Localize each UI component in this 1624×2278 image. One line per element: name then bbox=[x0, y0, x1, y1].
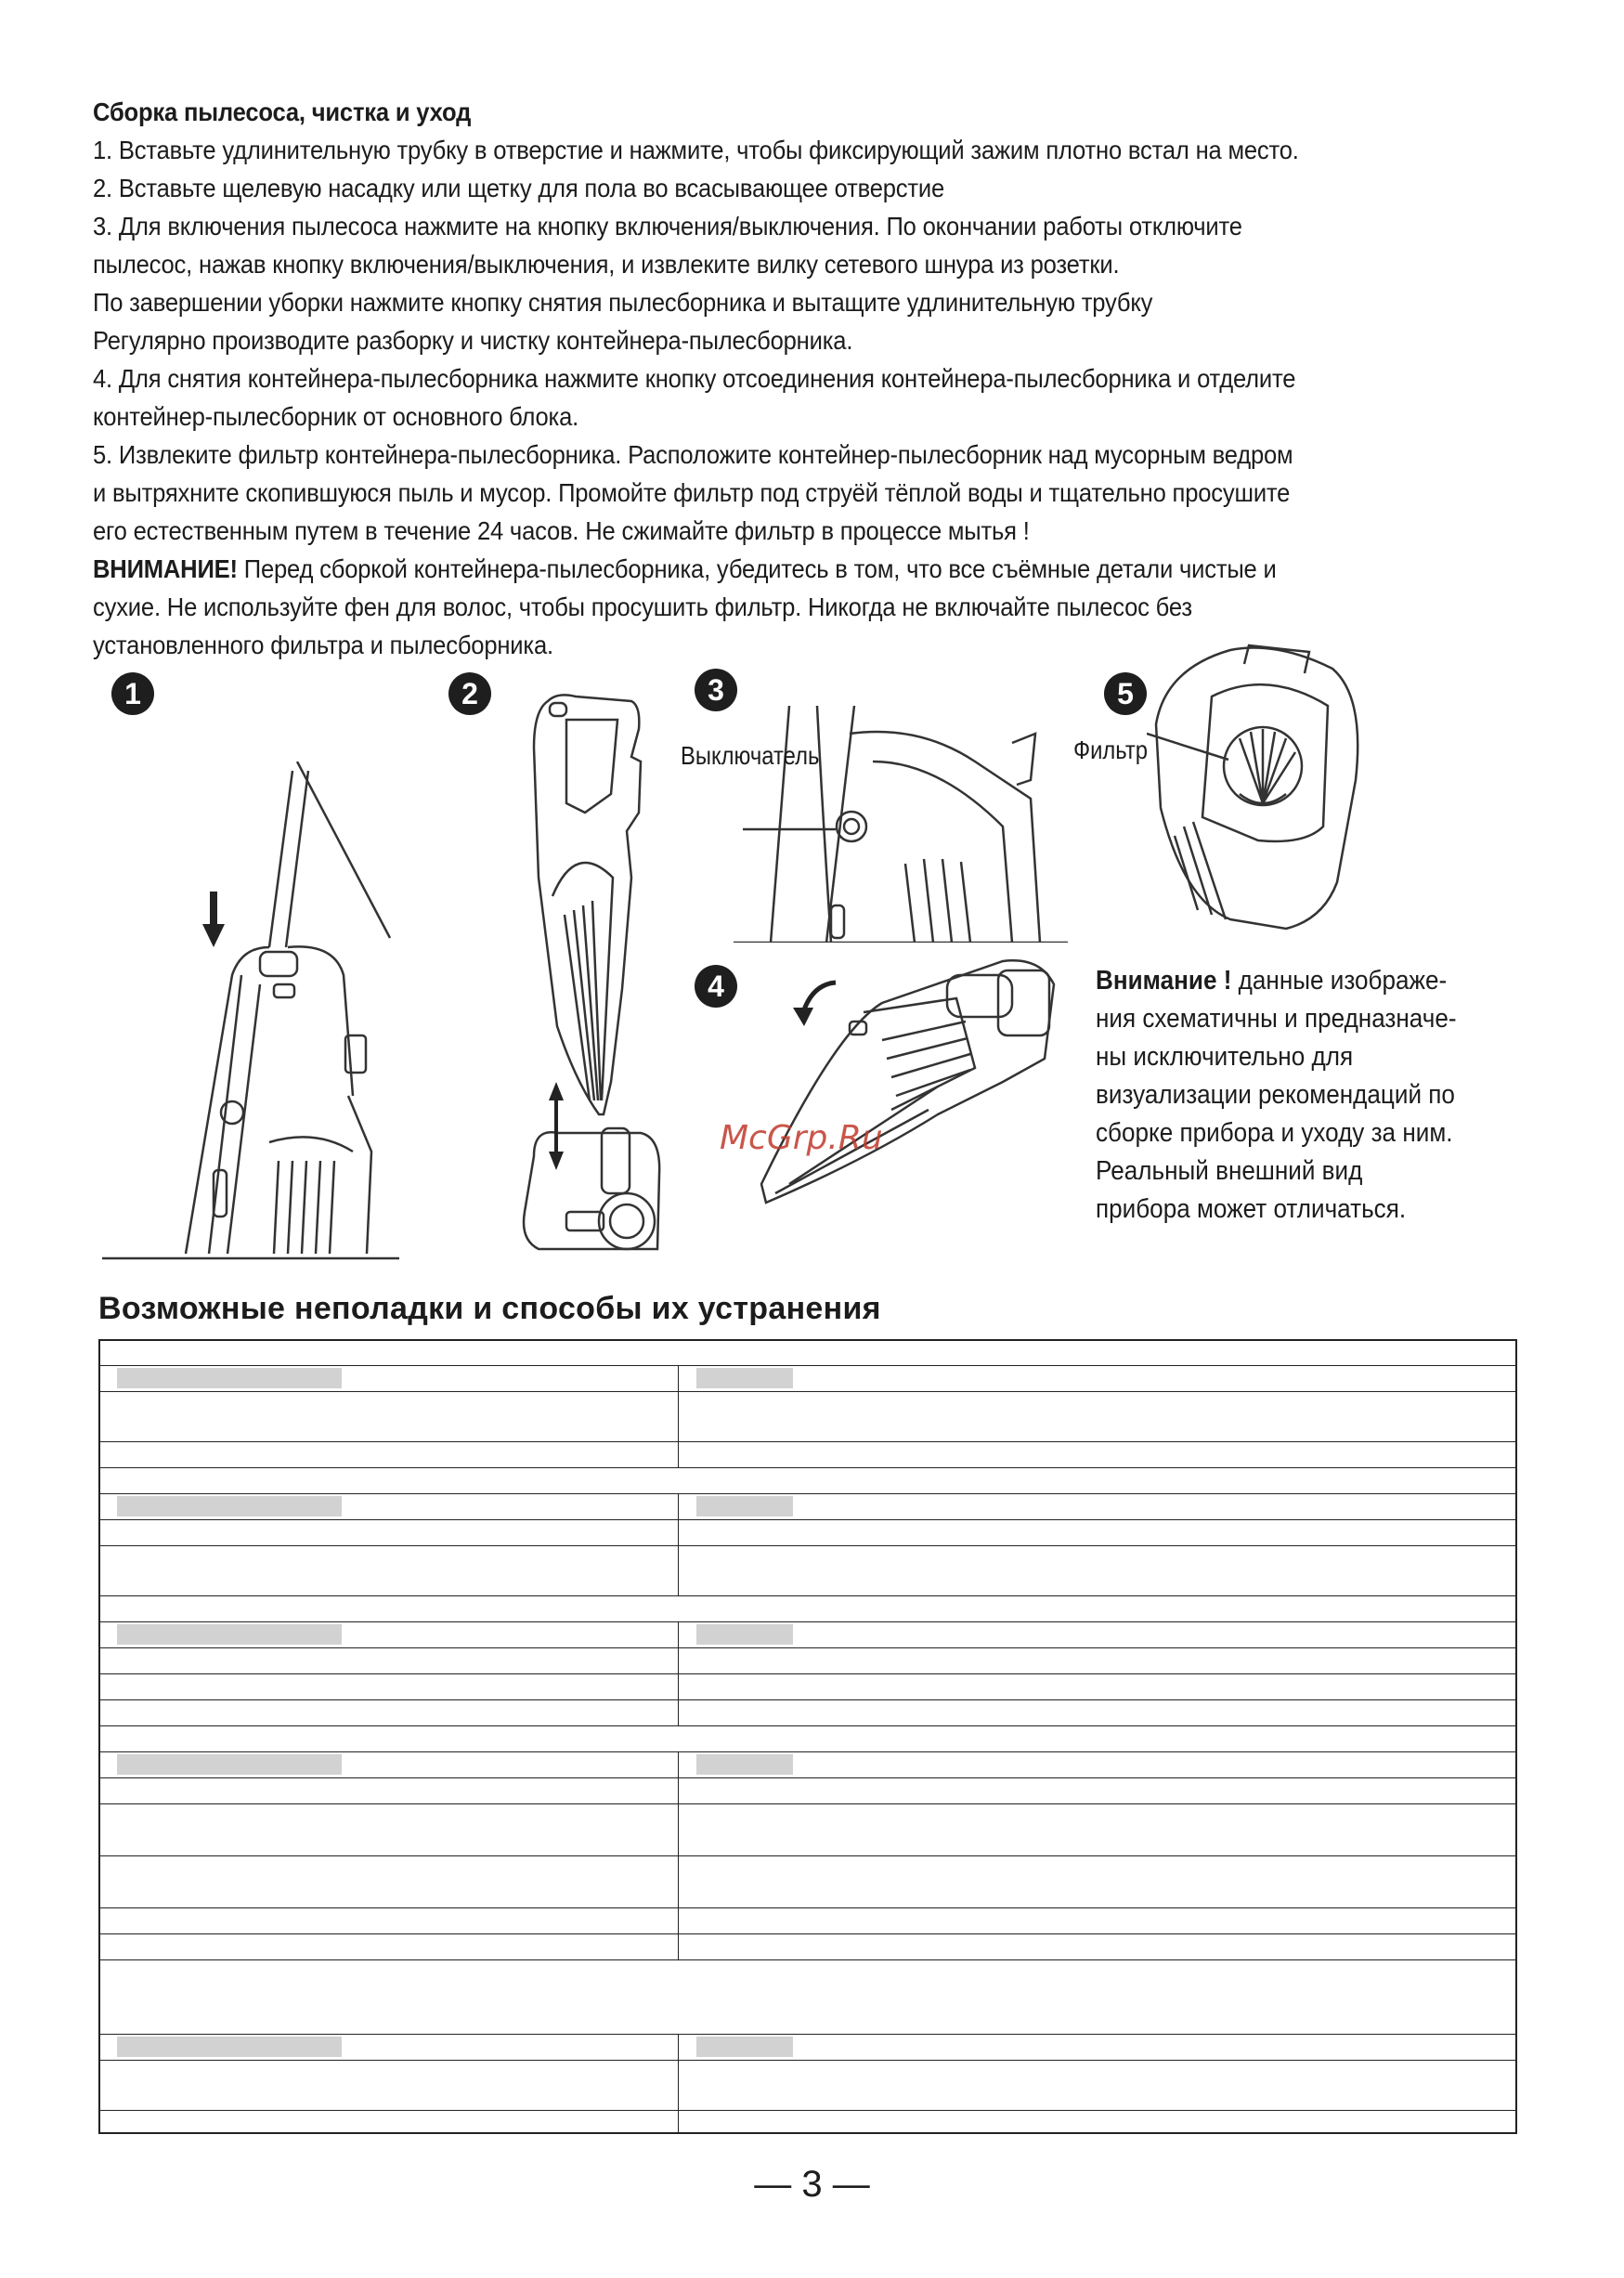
instruction-line: 5. Извлеките фильтр контейнера-пылесборника. Расположите контейнер-пылесборник над мусорным ведром bbox=[93, 440, 1293, 469]
assembly-instructions bbox=[93, 93, 1440, 664]
attention-line: прибора может отличаться. bbox=[1096, 1194, 1407, 1224]
table-row bbox=[100, 1803, 1515, 1855]
instruction-line: контейнер-пылесборник от основного блока. bbox=[93, 402, 579, 431]
table-row bbox=[100, 1907, 1515, 1933]
table-row bbox=[100, 1519, 1515, 1545]
warning-line: установленного фильтра и пылесборника. bbox=[93, 631, 553, 659]
filter-label: Фильтр bbox=[1073, 735, 1148, 764]
page-number: — 3 — bbox=[754, 2164, 870, 2205]
instruction-line: и вытряхните скопившуюся пыль и мусор. Промойте фильтр под струёй тёплой воды и тщательно просушите bbox=[93, 478, 1291, 507]
instruction-line: 3. Для включения пылесоса нажмите на кнопку включения/выключения. По окончании работы отключите bbox=[93, 212, 1242, 241]
attention-bold: Внимание ! bbox=[1096, 966, 1232, 996]
table-row bbox=[100, 2060, 1515, 2110]
table-header-row bbox=[100, 1365, 1515, 1391]
attention-line: визуализации рекомендаций по bbox=[1096, 1080, 1455, 1110]
table-row bbox=[100, 1467, 1515, 1493]
table-row bbox=[100, 1933, 1515, 1959]
step-3-badge: 3 bbox=[695, 669, 737, 711]
table-row bbox=[100, 1441, 1515, 1467]
table-header-row bbox=[100, 1493, 1515, 1519]
instruction-line: 4. Для снятия контейнера-пылесборника нажмите кнопку отсоединения контейнера-пылесборника и отделите bbox=[93, 364, 1296, 393]
attention-line: ны исключительно для bbox=[1096, 1042, 1354, 1072]
table-row bbox=[100, 2110, 1515, 2134]
table-header-row bbox=[100, 1621, 1515, 1647]
table-row bbox=[100, 1673, 1515, 1699]
figure-filter bbox=[1147, 641, 1360, 938]
table-row bbox=[100, 1959, 1515, 2034]
step-2-badge: 2 bbox=[448, 672, 491, 715]
table-row bbox=[100, 1595, 1515, 1621]
attention-note bbox=[1096, 962, 1480, 1229]
figure-attach-tube bbox=[102, 762, 409, 1263]
table-row bbox=[100, 1391, 1515, 1441]
instructions-heading: Сборка пылесоса, чистка и уход bbox=[93, 98, 472, 126]
warning-paragraph bbox=[93, 550, 1440, 588]
troubleshooting-table bbox=[98, 1339, 1517, 2134]
figure-detach-container bbox=[724, 957, 1077, 1217]
instruction-line: 1. Вставьте удлинительную трубку в отверстие и нажмите, чтобы фиксирующий зажим плотно встал на место. bbox=[93, 136, 1299, 164]
step-4-badge: 4 bbox=[695, 965, 737, 1008]
table-row bbox=[100, 1647, 1515, 1673]
attention-line: ния схематичны и предназначе- bbox=[1096, 1004, 1457, 1034]
watermark: McGrp.Ru bbox=[720, 1119, 883, 1157]
table-header-row bbox=[100, 2034, 1515, 2060]
table-row bbox=[100, 1855, 1515, 1907]
step-5-badge: 5 bbox=[1104, 672, 1147, 715]
figure-handheld-vacuum bbox=[501, 692, 669, 1263]
instruction-line: Регулярно производите разборку и чистку контейнера-пылесборника. bbox=[93, 326, 853, 355]
step-1-badge: 1 bbox=[111, 672, 154, 715]
attention-text: данные изображе- bbox=[1231, 966, 1448, 996]
table-row bbox=[100, 1545, 1515, 1595]
instruction-line: По завершении уборки нажмите кнопку снятия пылесборника и вытащите удлинительную трубку bbox=[93, 288, 1153, 317]
table-row bbox=[100, 1725, 1515, 1751]
warning-line: сухие. Не используйте фен для волос, чтобы просушить фильтр. Никогда не включайте пылесос без bbox=[93, 592, 1192, 621]
attention-line: сборке прибора и уходу за ним. bbox=[1096, 1118, 1453, 1148]
table-header-row bbox=[100, 1751, 1515, 1777]
instruction-line: пылесос, нажав кнопку включения/выключения, и извлеките вилку сетевого шнура из розетки. bbox=[93, 250, 1120, 279]
switch-label: Выключатель bbox=[681, 741, 820, 770]
warning-word: ВНИМАНИЕ! bbox=[93, 554, 238, 583]
table-row bbox=[100, 1777, 1515, 1803]
table-row bbox=[100, 1699, 1515, 1725]
attention-line: Реальный внешний вид bbox=[1096, 1156, 1363, 1186]
troubleshooting-title: Возможные неполадки и способы их устранения bbox=[98, 1291, 881, 1326]
instruction-line: его естественным путем в течение 24 часов. Не сжимайте фильтр в процессе мытья ! bbox=[93, 516, 1030, 545]
warning-text: Перед сборкой контейнера-пылесборника, убедитесь в том, что все съёмные детали чистые и bbox=[237, 554, 1277, 583]
attention-line bbox=[1096, 962, 1480, 1000]
instruction-line: 2. Вставьте щелевую насадку или щетку для пола во всасывающее отверстие bbox=[93, 174, 945, 202]
